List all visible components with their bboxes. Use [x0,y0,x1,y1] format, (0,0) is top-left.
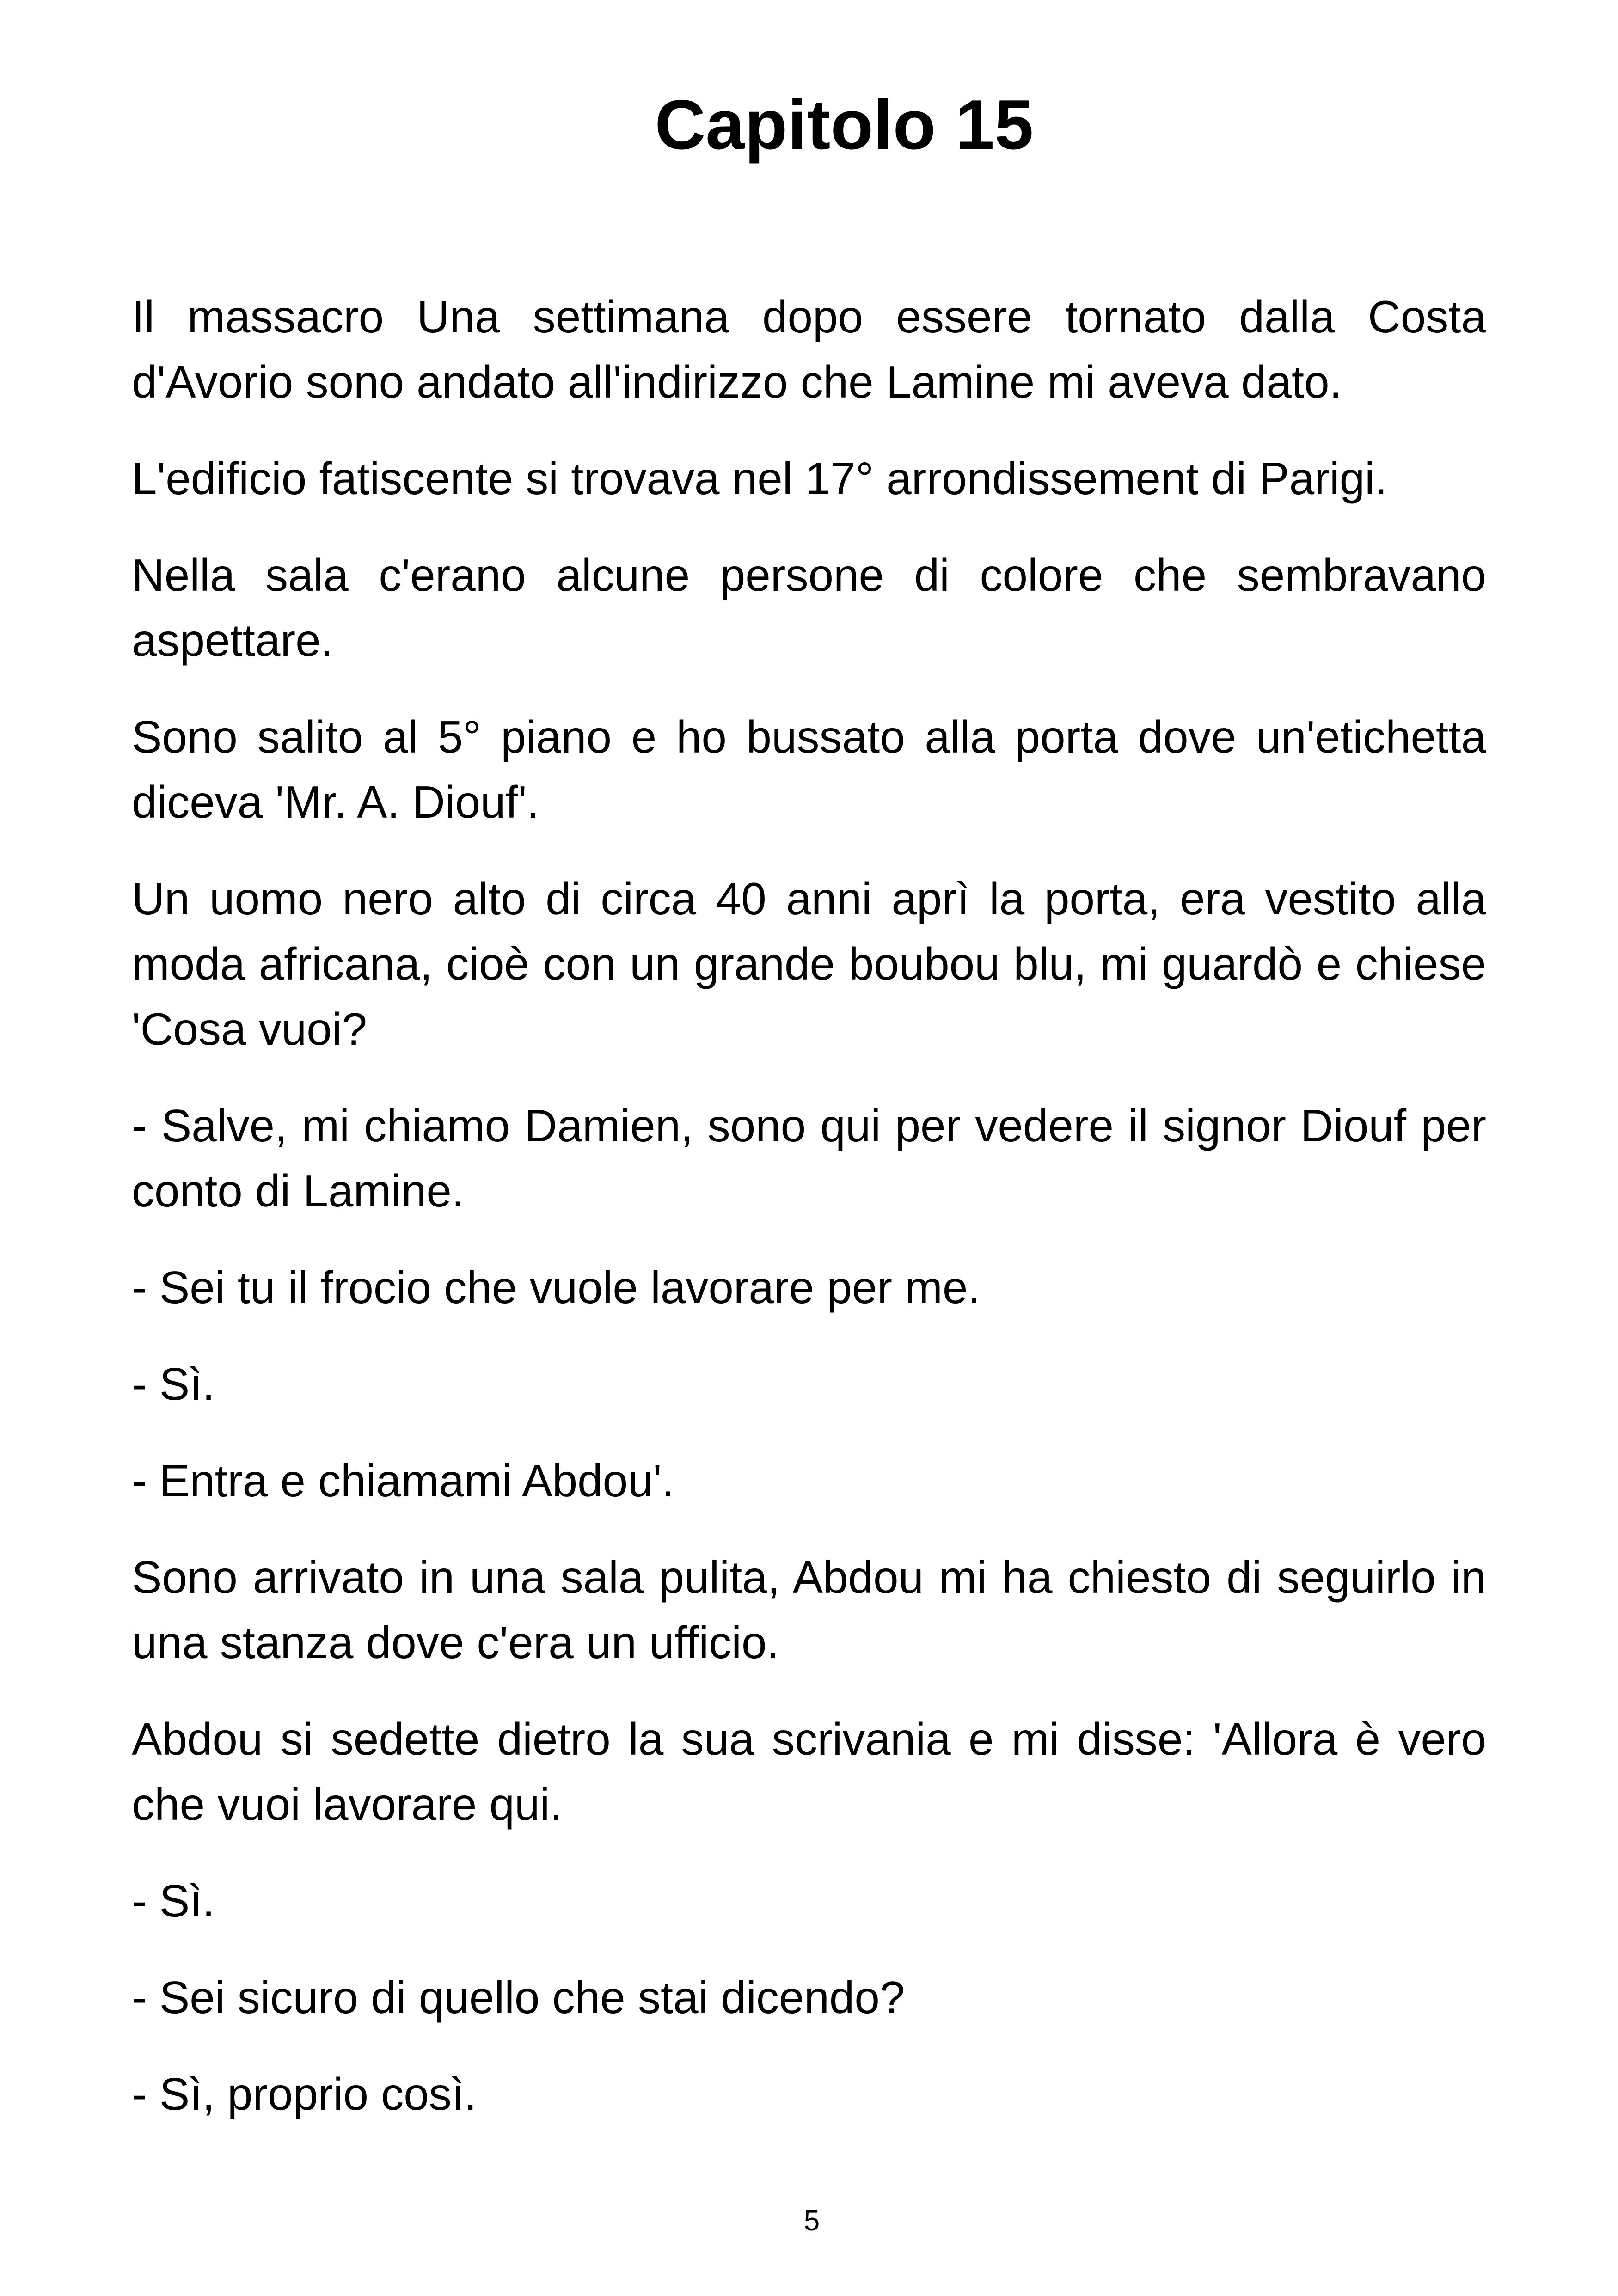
paragraph: - Sì. [132,1875,215,1926]
paragraph: Sono salito al 5° piano e ho bussato alla porta dove un'etichetta diceva 'Mr. A. Diouf'. [132,711,1486,827]
paragraph: Un uomo nero alto di circa 40 anni aprì la porta, era vestito alla moda africana, cioè con un grande boubou blu, mi guardò e chiese 'Cosa vuoi? [132,873,1486,1054]
paragraph: - Sei tu il frocio che vuole lavorare per me. [132,1262,981,1313]
paragraph: Il massacro Una settimana dopo essere tornato dalla Costa d'Avorio sono andato all'indirizzo che Lamine mi aveva dato. [132,291,1486,407]
paragraph: - Entra e chiamami Abdou'. [132,1455,674,1506]
body-text [132,284,1486,2158]
paragraph: - Sì, proprio così. [132,2069,477,2119]
paragraph: Nella sala c'erano alcune persone di colore che sembravano aspettare. [132,550,1486,666]
page-number: 5 [803,2205,820,2237]
paragraph: - Sì. [132,1359,215,1409]
paragraph: - Salve, mi chiamo Damien, sono qui per vedere il signor Diouf per conto di Lamine. [132,1100,1486,1216]
paragraph: Sono arrivato in una sala pulita, Abdou mi ha chiesto di seguirlo in una stanza dove c'era un ufficio. [132,1552,1486,1668]
paragraph: Abdou si sedette dietro la sua scrivania e mi disse: 'Allora è vero che vuoi lavorare qui. [132,1714,1486,1830]
paragraph: - Sei sicuro di quello che stai dicendo? [132,1972,905,2023]
paragraph: L'edificio fatiscente si trovava nel 17° arrondissement di Parigi. [132,453,1388,504]
chapter-title: Capitolo 15 [655,86,1034,164]
